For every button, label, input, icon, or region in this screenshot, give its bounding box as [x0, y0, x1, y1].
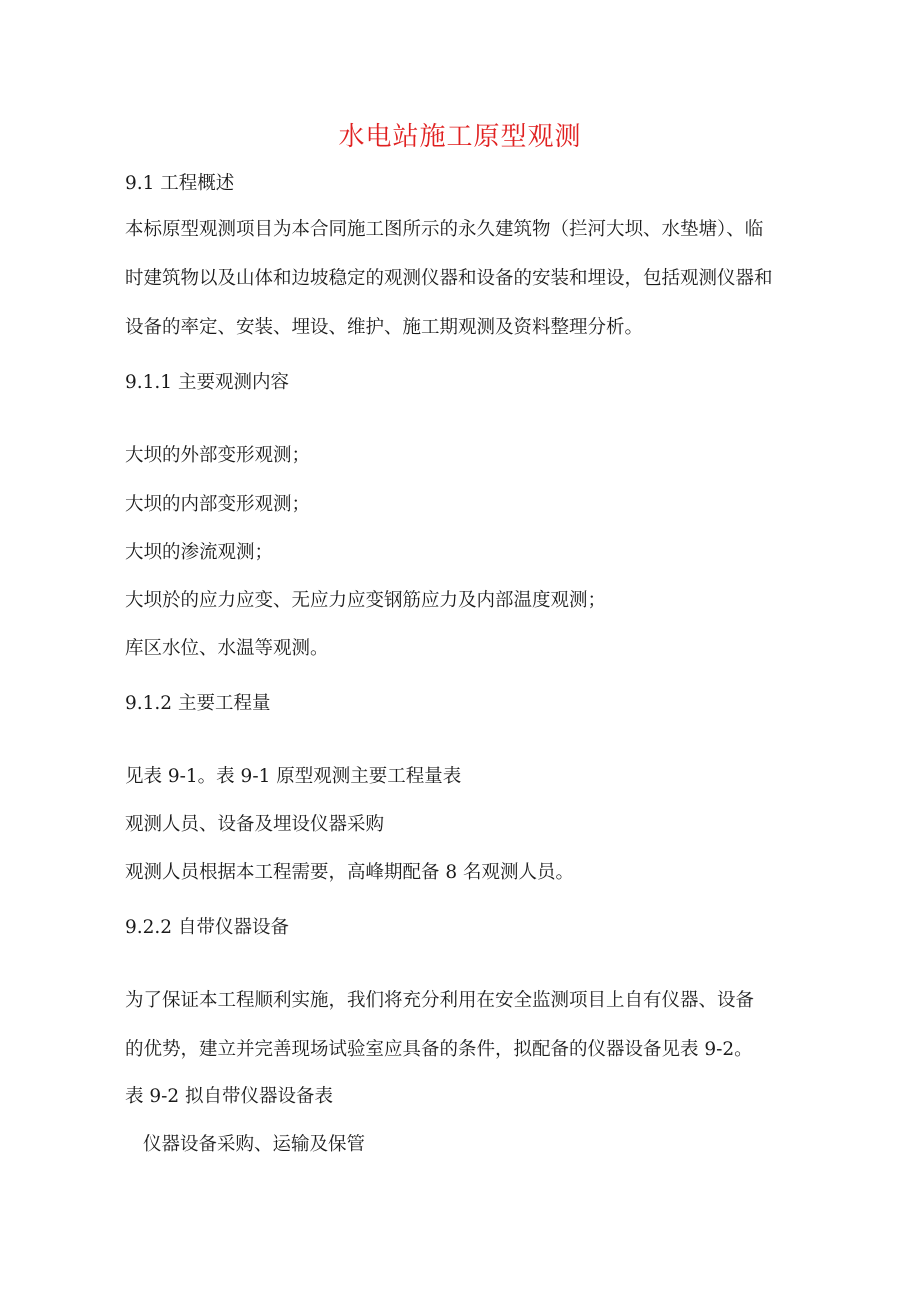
section-heading-9-1-1: 9.1.1 主要观测内容 [125, 372, 289, 393]
paragraph-line: 观测人员、设备及埋设仪器采购 [125, 814, 385, 835]
paragraph-line: 见表 9-1。表 9-1 原型观测主要工程量表 [125, 766, 462, 787]
paragraph-line: 时建筑物以及山体和边坡稳定的观测仪器和设备的安装和埋设，包括观测仪器和 [125, 268, 773, 289]
list-item: 大坝於的应力应变、无应力应变钢筋应力及内部温度观测； [125, 590, 607, 611]
section-heading-9-1-2: 9.1.2 主要工程量 [125, 693, 271, 714]
list-item: 大坝的内部变形观测； [125, 494, 311, 515]
subsection-heading: 仪器设备采购、运输及保管 [143, 1134, 366, 1155]
paragraph-line: 的优势，建立并完善现场试验室应具备的条件，拟配备的仪器设备见表 9-2。 [125, 1039, 753, 1060]
paragraph-line: 本标原型观测项目为本合同施工图所示的永久建筑物（拦河大坝、水垫塘）、临 [125, 219, 764, 240]
document-title: 水电站施工原型观测 [338, 122, 582, 152]
paragraph-line: 设备的率定、安装、埋设、维护、施工期观测及资料整理分析。 [125, 317, 644, 338]
section-heading-9-2-2: 9.2.2 自带仪器设备 [125, 917, 289, 938]
paragraph-line: 为了保证本工程顺利实施，我们将充分利用在安全监测项目上自有仪器、设备 [125, 990, 755, 1011]
list-item: 大坝的外部变形观测； [125, 445, 311, 466]
section-heading-9-1: 9.1 工程概述 [125, 173, 235, 194]
table-caption: 表 9-2 拟自带仪器设备表 [125, 1086, 334, 1107]
paragraph-line: 观测人员根据本工程需要，高峰期配备 8 名观测人员。 [125, 862, 575, 883]
list-item: 库区水位、水温等观测。 [125, 638, 329, 659]
list-item: 大坝的渗流观测； [125, 542, 274, 563]
